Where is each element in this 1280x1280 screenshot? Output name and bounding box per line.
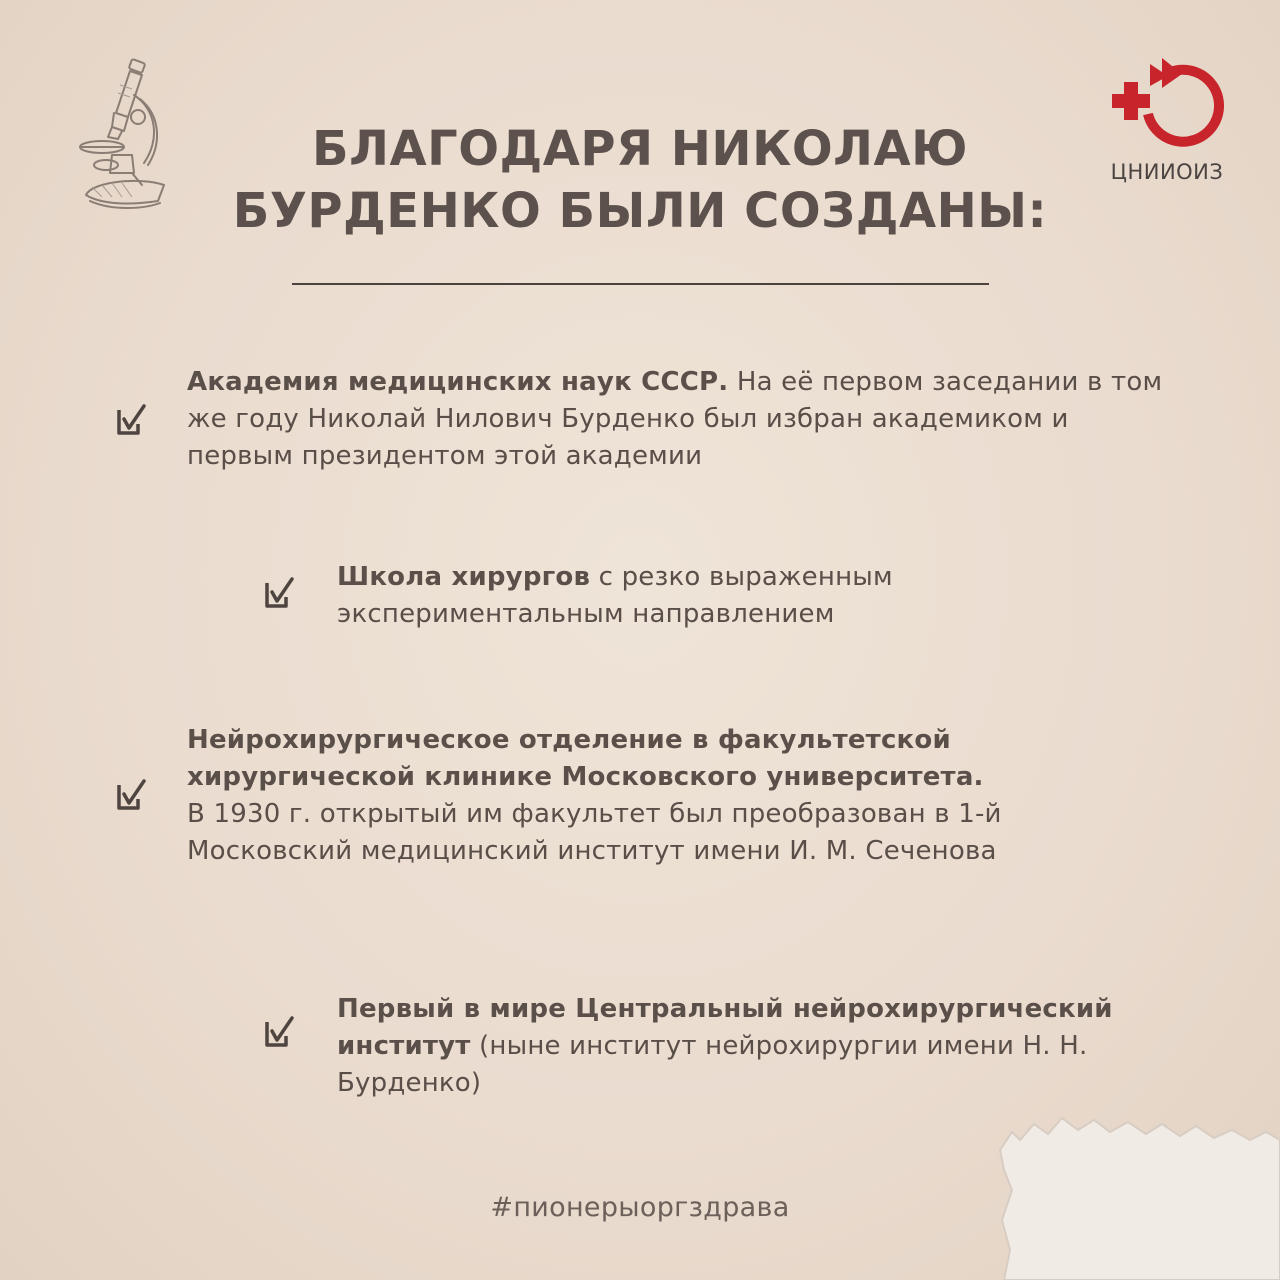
- checkmark-icon: [114, 404, 148, 438]
- item-bold: Первый в мире Центральный нейрохирургический институт: [337, 994, 1113, 1061]
- hashtag: #пионерыоргздрава: [490, 1192, 790, 1223]
- title-divider: [292, 283, 989, 285]
- list-item: [187, 722, 1187, 870]
- checkmark-icon: [114, 779, 148, 813]
- list-item: [187, 364, 1167, 475]
- item-text: На её первом заседании в том же году Николай Нилович Бурденко был избран академиком и первым президентом этой академии: [187, 367, 1163, 471]
- list-item: [337, 991, 1217, 1102]
- item-bold: Академия медицинских наук СССР.: [187, 367, 729, 397]
- checkmark-icon: [262, 577, 296, 611]
- page-title: [140, 118, 1140, 242]
- item-bold: Школа хирургов: [337, 562, 591, 592]
- logo-text: ЦНИИОИЗ: [1110, 160, 1224, 184]
- torn-paper-decoration: [990, 1110, 1280, 1280]
- item-bold: Нейрохирургическое отделение в факультетской хирургической клинике Московского университета.: [187, 725, 984, 792]
- title-line-2: БУРДЕНКО БЫЛИ СОЗДАНЫ:: [232, 183, 1048, 239]
- title-line-1: БЛАГОДАРЯ НИКОЛАЮ: [312, 121, 968, 177]
- item-text: (ныне институт нейрохирургии имени Н. Н. Бурденко): [337, 1031, 1088, 1098]
- list-item: [337, 559, 977, 633]
- checkmark-icon: [262, 1016, 296, 1050]
- item-text: с резко выраженным экспериментальным направлением: [337, 562, 893, 629]
- item-text: В 1930 г. открытый им факультет был преобразован в 1-й Московский медицинский институт имени И. М. Сеченова: [187, 799, 1002, 866]
